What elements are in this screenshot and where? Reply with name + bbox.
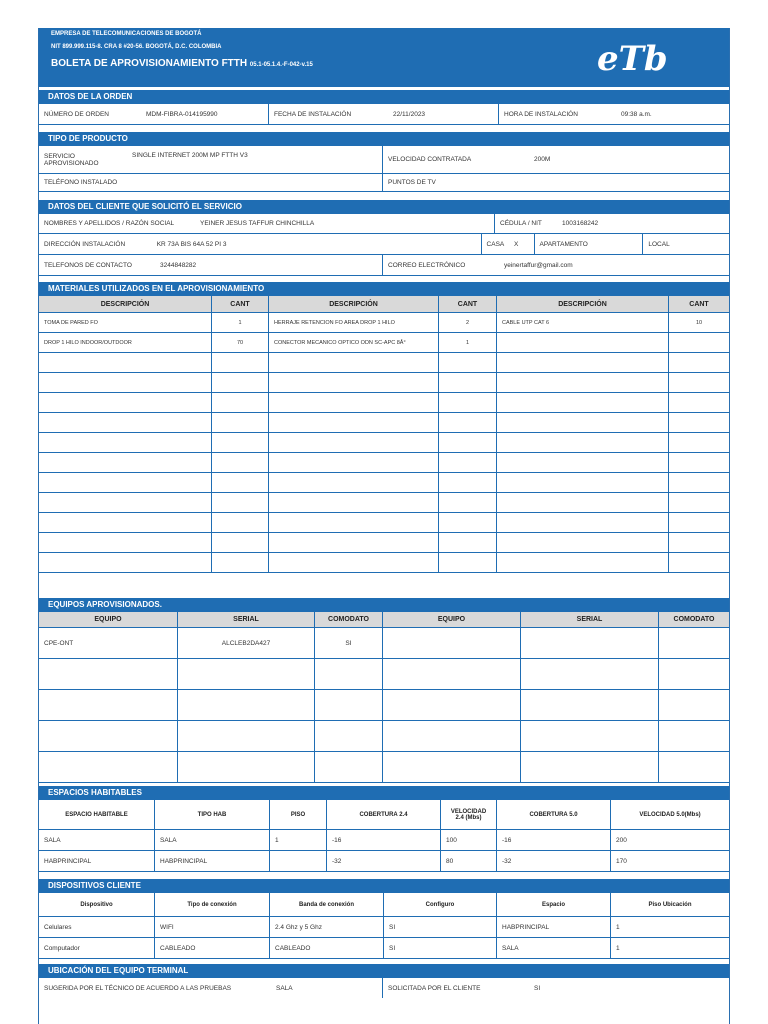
table-cell: DROP 1 HILO INDOOR/OUTDOOR [39, 333, 212, 352]
table-cell: CABLEADO [270, 938, 384, 958]
table-cell [39, 533, 212, 552]
espacios-header-row [39, 800, 729, 830]
table-row [39, 513, 729, 533]
servicio-label: SERVICIO APROVISIONADO [44, 152, 99, 167]
table-cell [659, 659, 729, 689]
table-cell [212, 553, 269, 572]
table-cell: 1 [212, 313, 269, 332]
table-cell [178, 721, 315, 751]
table-cell [315, 752, 383, 782]
table-cell: 80 [441, 851, 497, 871]
table-row [39, 533, 729, 553]
col-header: CANT [669, 296, 729, 312]
table-cell [439, 473, 497, 492]
table-cell [497, 513, 669, 532]
table-cell [212, 453, 269, 472]
table-cell [439, 533, 497, 552]
table-cell [178, 752, 315, 782]
table-cell: HERRAJE RETENCION FO AREA DROP 1 HILO [269, 313, 439, 332]
table-cell [212, 493, 269, 512]
col-header: VELOCIDAD 5.0(Mbs) [611, 800, 729, 829]
orden-section [39, 90, 729, 125]
table-cell [269, 413, 439, 432]
col-header: ESPACIO HABITABLE [39, 800, 155, 829]
table-cell [39, 513, 212, 532]
table-cell: -32 [327, 851, 441, 871]
etb-logo-icon [595, 38, 669, 78]
table-cell [212, 533, 269, 552]
table-row [39, 851, 729, 872]
solicitada-label: SOLICITADA POR EL CLIENTE [388, 984, 481, 992]
table-cell [39, 493, 212, 512]
table-cell [269, 433, 439, 452]
table-row [39, 917, 729, 938]
servicio-value: SINGLE INTERNET 200M MP FTTH V3 [127, 146, 383, 173]
table-cell: -16 [327, 830, 441, 850]
table-cell [178, 659, 315, 689]
table-cell [269, 553, 439, 572]
table-cell [497, 333, 669, 352]
table-cell [315, 690, 383, 720]
tv-value [529, 174, 729, 191]
table-cell [39, 373, 212, 392]
table-cell: HABPRINCIPAL [497, 917, 611, 937]
table-cell [497, 453, 669, 472]
table-row [39, 333, 729, 353]
col-header: Configuro [384, 893, 497, 916]
table-cell [669, 553, 729, 572]
table-cell [39, 752, 178, 782]
dispositivos-header-row [39, 893, 729, 917]
table-cell [269, 353, 439, 372]
correo-label: CORREO ELECTRÓNICO [388, 261, 466, 269]
table-cell: WIFI [155, 917, 270, 937]
table-cell [383, 721, 521, 751]
table-cell [669, 373, 729, 392]
table-cell [39, 721, 178, 751]
table-cell [497, 413, 669, 432]
table-cell [439, 493, 497, 512]
telefono-contacto-value: 3244848282 [155, 255, 383, 275]
apartamento-label: APARTAMENTO [535, 234, 644, 254]
table-cell [212, 473, 269, 492]
table-cell [39, 353, 212, 372]
table-row [39, 433, 729, 453]
table-cell [178, 690, 315, 720]
table-cell [669, 333, 729, 352]
table-cell [669, 533, 729, 552]
table-row [39, 413, 729, 433]
table-row [39, 721, 729, 752]
table-cell [669, 433, 729, 452]
direccion-label: DIRECCIÓN INSTALACIÓN [44, 240, 126, 248]
col-header: Tipo de conexión [155, 893, 270, 916]
table-cell [521, 721, 659, 751]
table-cell [439, 433, 497, 452]
table-cell [659, 752, 729, 782]
table-cell [270, 851, 327, 871]
table-cell: SI [384, 917, 497, 937]
company-name: EMPRESA DE TELECOMUNICACIONES DE BOGOTÁ [51, 31, 202, 37]
table-cell: 1 [616, 944, 620, 952]
correo-value: yeinertaffur@gmail.com [504, 261, 573, 269]
table-cell [269, 453, 439, 472]
table-cell [383, 628, 521, 658]
table-cell [497, 353, 669, 372]
producto-section [39, 132, 729, 192]
section-title: DATOS DEL CLIENTE QUE SOLICITÓ EL SERVICIO [39, 200, 729, 214]
table-cell [659, 690, 729, 720]
dispositivos-rows [39, 917, 729, 959]
col-header: SERIAL [521, 612, 659, 627]
table-cell [659, 628, 729, 658]
table-cell [497, 493, 669, 512]
table-cell [521, 752, 659, 782]
local-label: LOCAL [648, 240, 670, 248]
table-cell [669, 393, 729, 412]
section-title: MATERIALES UTILIZADOS EN EL APROVISIONAMIENTO [39, 282, 729, 296]
table-cell [39, 473, 212, 492]
table-cell [39, 413, 212, 432]
section-title: TIPO DE PRODUCTO [39, 132, 729, 146]
col-header: DESCRIPCIÓN [269, 296, 439, 312]
table-cell [497, 533, 669, 552]
table-cell [669, 413, 729, 432]
table-cell: 10 [695, 319, 703, 326]
telefono-label: TELÉFONO INSTALADO [44, 179, 118, 186]
table-cell [497, 393, 669, 412]
table-cell [39, 453, 212, 472]
table-row [39, 353, 729, 373]
casa-value: X [509, 234, 535, 254]
table-row [39, 830, 729, 851]
table-row [39, 690, 729, 721]
table-cell: 1 [439, 333, 497, 352]
table-cell [212, 353, 269, 372]
materiales-rows [39, 313, 729, 573]
table-row [39, 752, 729, 783]
table-cell [659, 721, 729, 751]
espacios-section [39, 786, 729, 872]
equipos-section [39, 598, 729, 783]
cedula-label: CÉDULA / NIT [500, 220, 542, 227]
section-title: DATOS DE LA ORDEN [39, 90, 729, 104]
table-cell: 70 [212, 333, 269, 352]
telefono-value [127, 174, 383, 191]
direccion-value: KR 73A BIS 64A 52 PI 3 [152, 234, 482, 254]
table-cell: HABPRINCIPAL [39, 851, 155, 871]
table-cell [669, 353, 729, 372]
table-cell [212, 413, 269, 432]
table-cell: 200 [616, 836, 627, 844]
table-cell [669, 453, 729, 472]
table-cell: CABLEADO [155, 938, 270, 958]
col-header: PISO [270, 800, 327, 829]
section-title: EQUIPOS APROVISIONADOS. [39, 598, 729, 612]
form-code: 05.1-05.1.4.-F-042-v.15 [249, 62, 313, 68]
table-row [39, 659, 729, 690]
table-cell: CONECTOR MECANICO OPTICO ODN SC-APC 8Å° [269, 333, 439, 352]
table-cell: HABPRINCIPAL [155, 851, 270, 871]
col-header: VELOCIDAD 2.4 (Mbs) [441, 800, 497, 829]
sugerida-value: SALA [271, 978, 383, 998]
table-cell: CPE-ONT [39, 628, 178, 658]
table-cell: CABLE UTP CAT 6 [497, 313, 669, 332]
dispositivos-section [39, 879, 729, 959]
form-page [38, 28, 730, 1024]
section-title: ESPACIOS HABITABLES [39, 786, 729, 800]
col-header: DESCRIPCIÓN [497, 296, 669, 312]
table-cell [383, 690, 521, 720]
table-cell [521, 628, 659, 658]
velocidad-value: 200M [534, 156, 551, 163]
table-cell [39, 553, 212, 572]
nombre-label: NOMBRES Y APELLIDOS / RAZÓN SOCIAL [44, 220, 175, 227]
table-cell [497, 553, 669, 572]
table-cell [269, 513, 439, 532]
table-cell [439, 413, 497, 432]
svg-text:eTb: eTb [597, 39, 668, 78]
table-cell [669, 473, 729, 492]
table-cell [315, 659, 383, 689]
table-cell [39, 393, 212, 412]
solicitada-value: SI [534, 984, 541, 992]
table-cell [383, 752, 521, 782]
table-row [39, 393, 729, 413]
nombre-value: YEINER JESUS TAFFUR CHINCHILLA [195, 214, 495, 233]
table-cell: 100 [441, 830, 497, 850]
table-row [39, 493, 729, 513]
materiales-section [39, 282, 729, 573]
table-row [39, 373, 729, 393]
table-cell [269, 473, 439, 492]
col-header: Dispositivo [39, 893, 155, 916]
table-row [39, 453, 729, 473]
table-cell [269, 533, 439, 552]
table-cell [439, 373, 497, 392]
col-header: TIPO HAB [155, 800, 270, 829]
table-cell [439, 453, 497, 472]
table-cell [315, 721, 383, 751]
table-cell: SALA [497, 938, 611, 958]
table-row [39, 938, 729, 959]
table-cell [497, 373, 669, 392]
col-header: DESCRIPCIÓN [39, 296, 212, 312]
table-cell [269, 373, 439, 392]
table-cell [439, 513, 497, 532]
form-title: BOLETA DE APROVISIONAMIENTO FTTH 05.1-05.1.4.-F-042-v.15 [51, 58, 313, 69]
hora-value: 09:38 a.m. [621, 110, 652, 118]
cedula-value: 1003168242 [562, 220, 599, 227]
tv-label: PUNTOS DE TV [388, 179, 436, 186]
table-cell [669, 513, 729, 532]
col-header: EQUIPO [39, 612, 178, 627]
table-row [39, 628, 729, 659]
table-cell: 1 [270, 830, 327, 850]
col-header: CANT [212, 296, 269, 312]
table-cell [212, 393, 269, 412]
velocidad-label: VELOCIDAD CONTRATADA [388, 156, 472, 163]
table-cell [521, 659, 659, 689]
table-cell [497, 433, 669, 452]
col-header: SERIAL [178, 612, 315, 627]
table-cell: SALA [39, 830, 155, 850]
table-cell: SALA [155, 830, 270, 850]
table-cell [212, 513, 269, 532]
table-cell: 170 [616, 857, 627, 865]
equipos-rows [39, 628, 729, 783]
table-cell: -32 [497, 851, 611, 871]
table-row [39, 473, 729, 493]
table-cell: Celulares [39, 917, 155, 937]
numero-orden-label: NÚMERO DE ORDEN [44, 110, 110, 118]
equipos-header-row [39, 612, 729, 628]
table-cell: 2.4 Ghz y 5 Ghz [270, 917, 384, 937]
table-cell [269, 493, 439, 512]
col-header: COBERTURA 5.0 [497, 800, 611, 829]
table-cell [39, 659, 178, 689]
fecha-label: FECHA DE INSTALACIÓN [274, 110, 352, 118]
table-cell: 2 [439, 313, 497, 332]
col-header: CANT [439, 296, 497, 312]
table-cell [212, 433, 269, 452]
espacios-rows [39, 830, 729, 872]
table-cell: TOMA DE PARED FO [39, 313, 212, 332]
col-header: COBERTURA 2.4 [327, 800, 441, 829]
table-cell [39, 690, 178, 720]
table-cell [497, 473, 669, 492]
table-cell: SI [384, 938, 497, 958]
fecha-value: 22/11/2023 [388, 104, 499, 124]
table-row [39, 553, 729, 573]
col-header: Piso Ubicación [611, 893, 729, 916]
table-cell [212, 373, 269, 392]
ubicacion-section [39, 964, 729, 998]
form-header [39, 28, 729, 87]
hora-label: HORA DE INSTALACIÓN [504, 110, 578, 118]
col-header: Espacio [497, 893, 611, 916]
sugerida-label: SUGERIDA POR EL TÉCNICO DE ACUERDO A LAS PRUEBAS [44, 984, 232, 992]
section-title: DISPOSITIVOS CLIENTE [39, 879, 729, 893]
col-header: EQUIPO [383, 612, 521, 627]
table-cell [521, 690, 659, 720]
table-cell [439, 393, 497, 412]
table-cell [39, 433, 212, 452]
cliente-section [39, 200, 729, 276]
section-title: UBICACIÓN DEL EQUIPO TERMINAL [39, 964, 729, 978]
col-header: Banda de conexión [270, 893, 384, 916]
col-header: COMODATO [659, 612, 729, 627]
table-cell: Computador [39, 938, 155, 958]
table-cell: SI [315, 628, 383, 658]
table-cell: ALCLEB2DA427 [178, 628, 315, 658]
table-cell [269, 393, 439, 412]
table-cell [439, 553, 497, 572]
table-cell [669, 493, 729, 512]
company-nit: NIT 899.999.115-8. CRA 8 #20-56. BOGOTÁ, D.C. COLOMBIA [51, 44, 222, 50]
col-header: COMODATO [315, 612, 383, 627]
table-cell: 1 [616, 923, 620, 931]
table-row [39, 313, 729, 333]
table-cell [383, 659, 521, 689]
table-cell [439, 353, 497, 372]
telefono-contacto-label: TELEFONOS DE CONTACTO [44, 261, 132, 269]
casa-label: CASA [486, 240, 505, 248]
materiales-header-row [39, 296, 729, 313]
table-cell: -16 [497, 830, 611, 850]
numero-orden-value: MDM-FIBRA-014195990 [141, 104, 269, 124]
